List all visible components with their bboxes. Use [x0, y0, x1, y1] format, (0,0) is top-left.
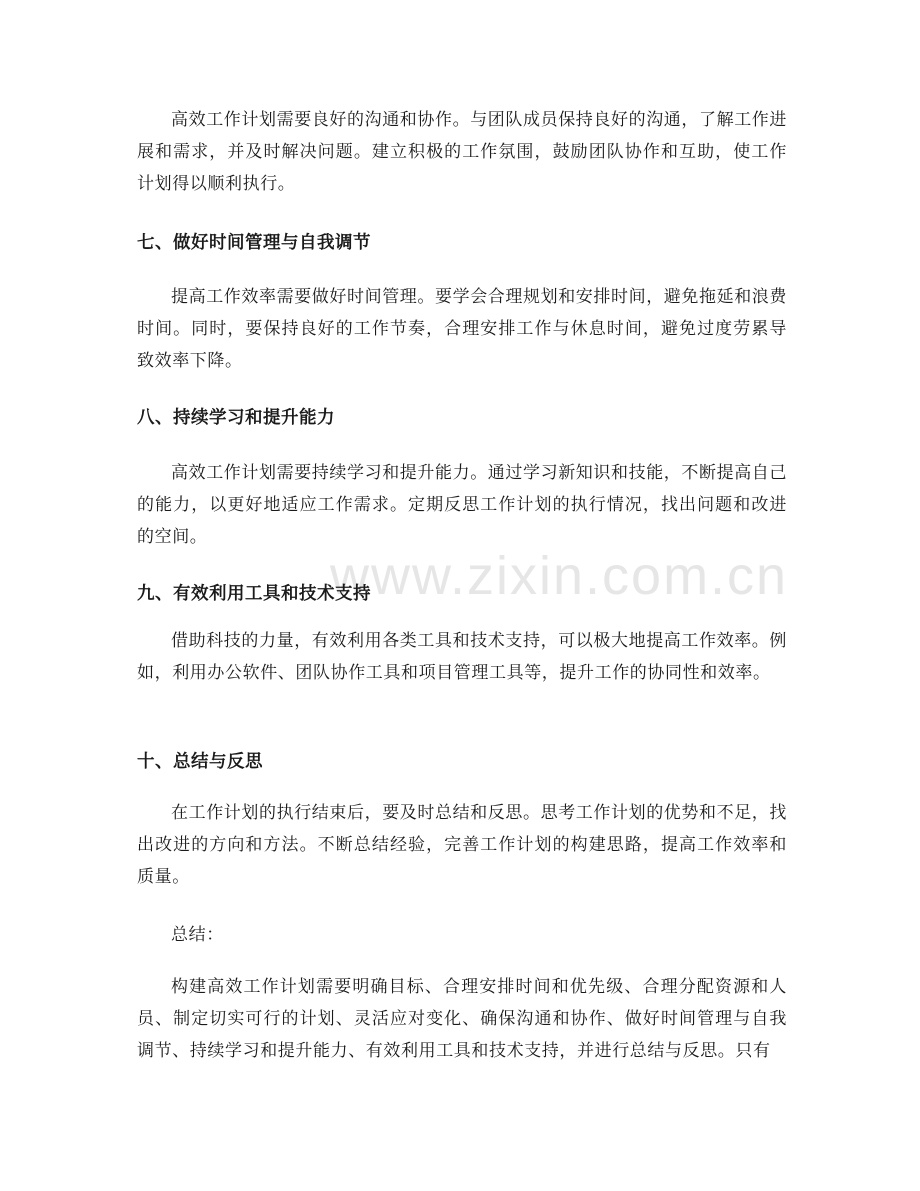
paragraph-time-management: 提高工作效率需要做好时间管理。要学会合理规划和安排时间，避免拖延和浪费时间。同时，要保持良好的工作节奏，合理安排工作与休息时间，避免过度劳累导致效率下降。: [137, 287, 787, 371]
heading-tools-support: 九、有效利用工具和技术支持: [137, 584, 371, 604]
paragraph-conclusion: 构建高效工作计划需要明确目标、合理安排时间和优先级、合理分配资源和人员、制定切实可行的计划、灵活应对变化、确保沟通和协作、做好时间管理与自我调节、持续学习和提升能力、有效利用工具和技术支持，并进行总结与反思。只有: [137, 977, 787, 1061]
heading-time-management: 七、做好时间管理与自我调节: [137, 233, 371, 253]
watermark: www.zixin.com.cn: [330, 546, 789, 606]
summary-label: 总结：: [171, 925, 224, 945]
paragraph-continuous-learning: 高效工作计划需要持续学习和提升能力。通过学习新知识和技能，不断提高自己的能力，以更好地适应工作需求。定期反思工作计划的执行情况，找出问题和改进的空间。: [137, 463, 787, 547]
paragraph-communication: 高效工作计划需要良好的沟通和协作。与团队成员保持良好的沟通，了解工作进展和需求，并及时解决问题。建立积极的工作氛围，鼓励团队协作和互助，使工作计划得以顺利执行。: [137, 110, 787, 194]
heading-summary-reflection: 十、总结与反思: [137, 752, 263, 772]
paragraph-summary-reflection: 在工作计划的执行结束后，要及时总结和反思。思考工作计划的优势和不足，找出改进的方向和方法。不断总结经验，完善工作计划的构建思路，提高工作效率和质量。: [137, 803, 787, 887]
paragraph-tools-support: 借助科技的力量，有效利用各类工具和技术支持，可以极大地提高工作效率。例如，利用办公软件、团队协作工具和项目管理工具等，提升工作的协同性和效率。: [137, 631, 787, 683]
heading-continuous-learning: 八、持续学习和提升能力: [137, 408, 335, 428]
